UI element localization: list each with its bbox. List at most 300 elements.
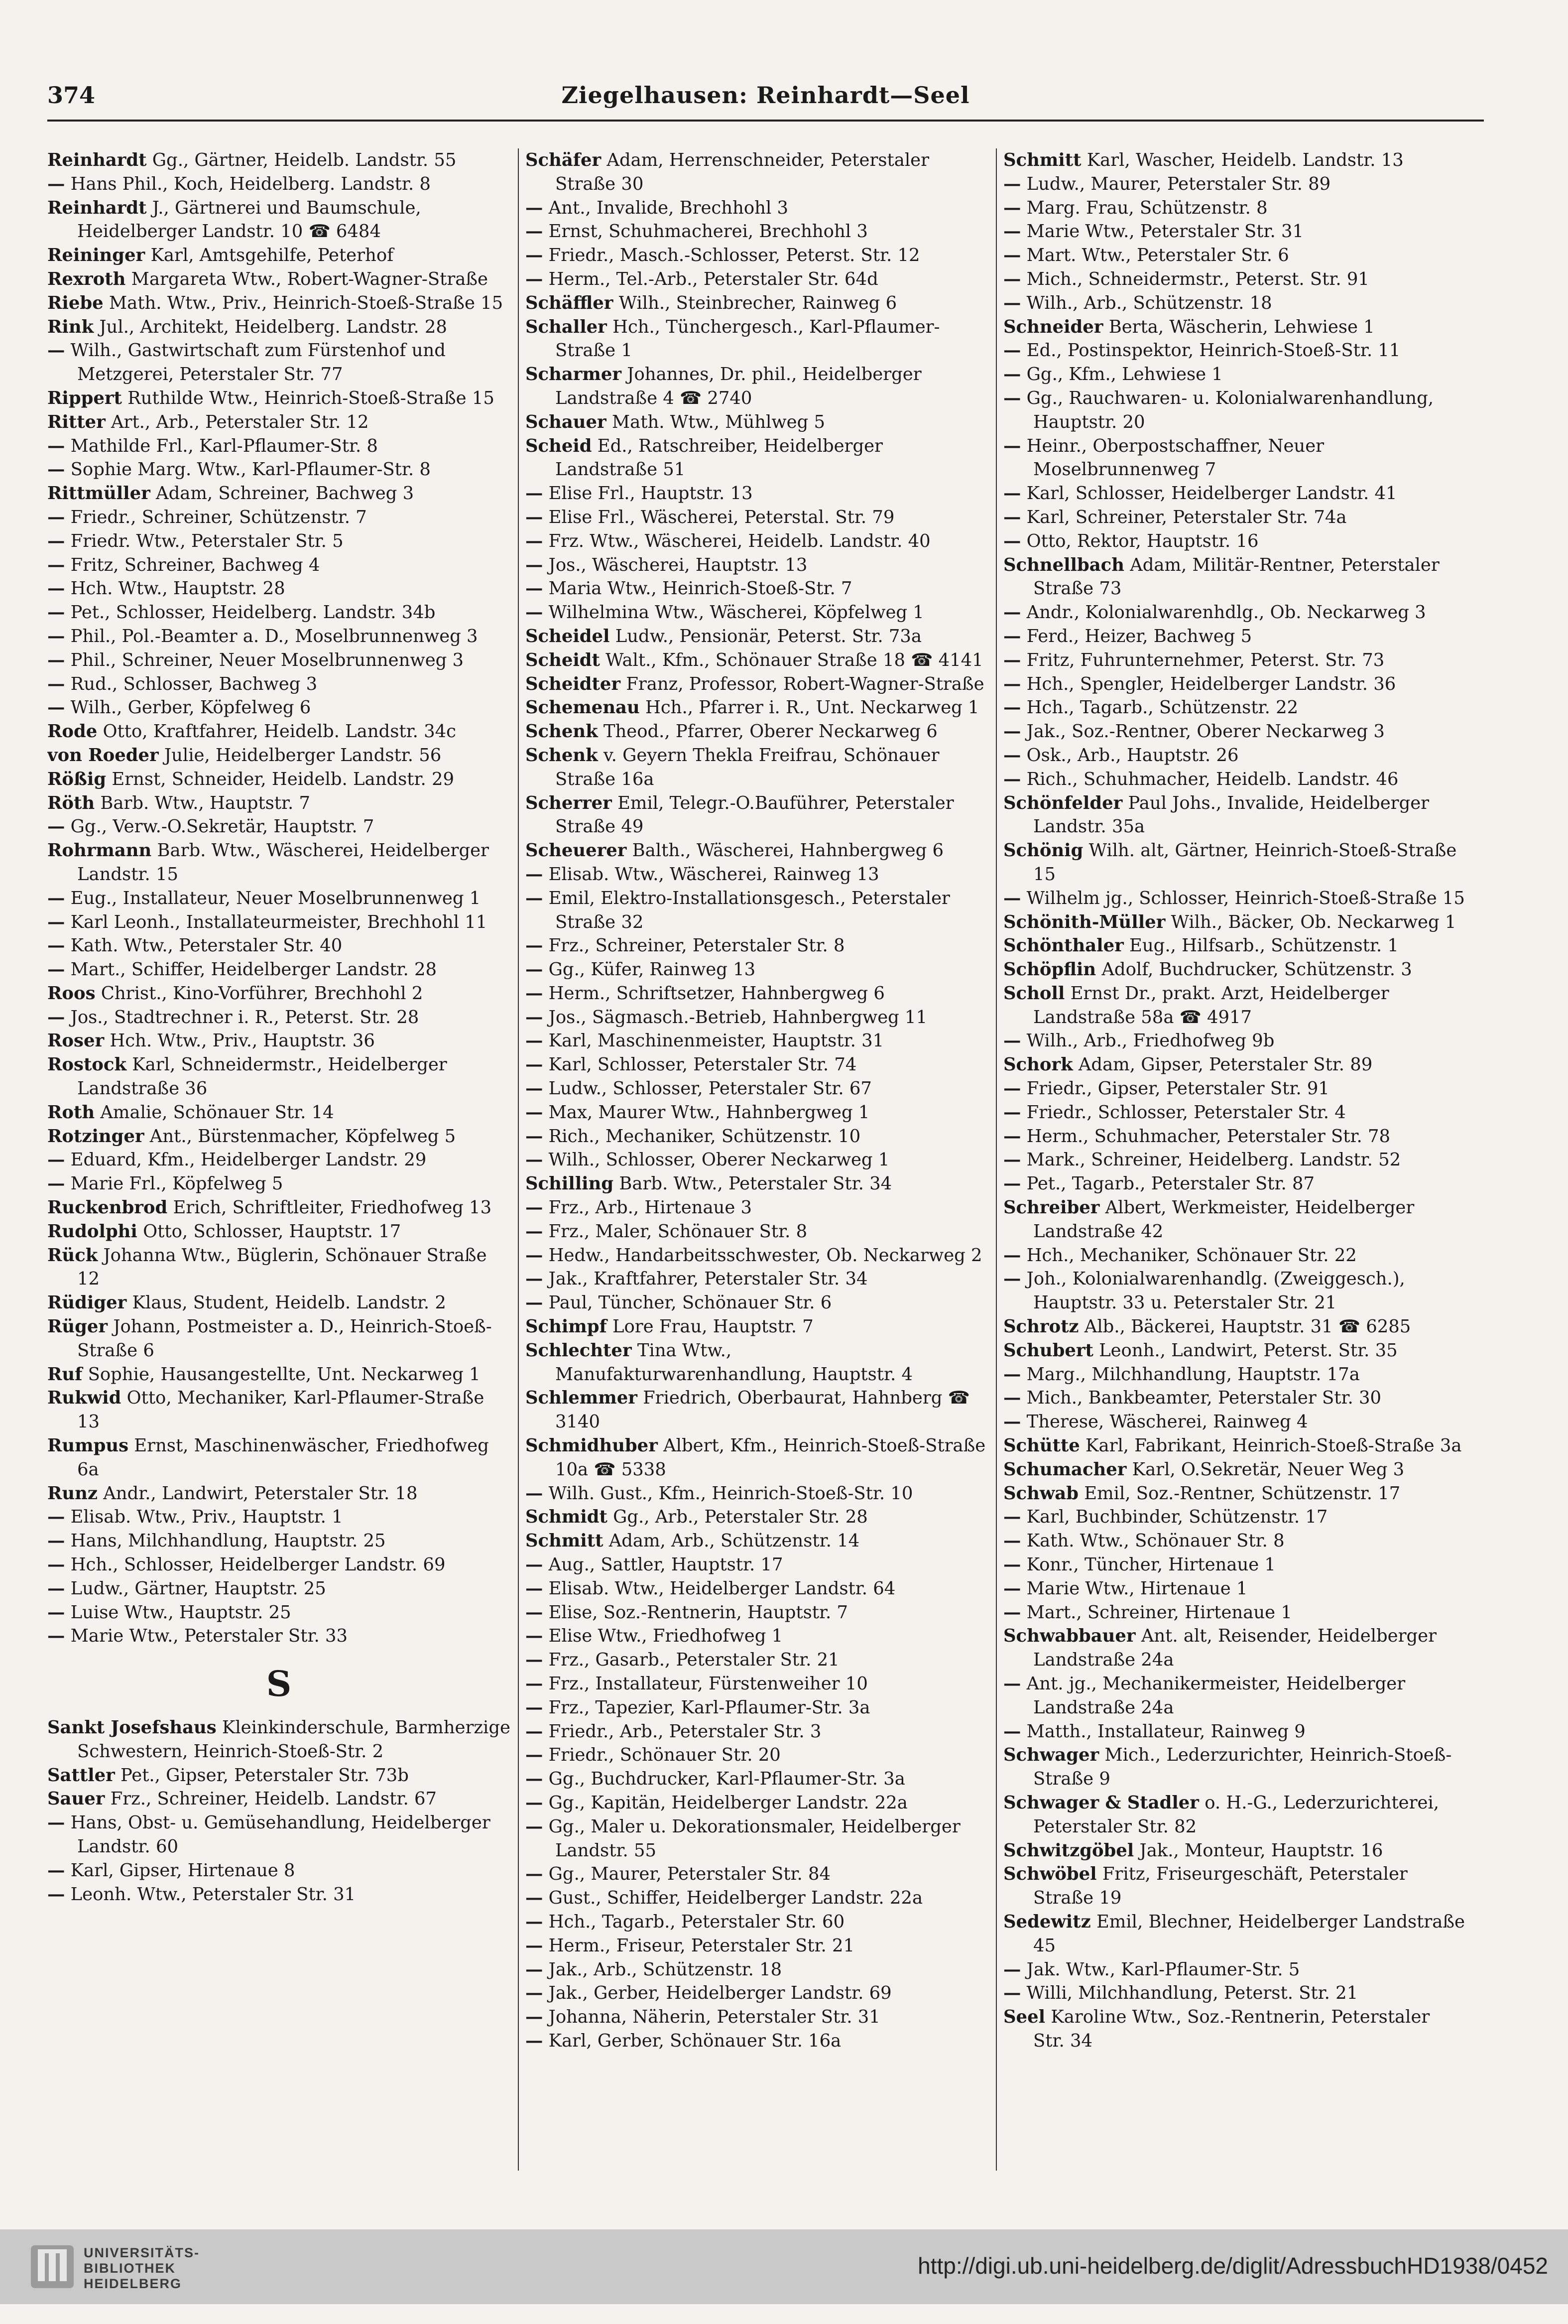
directory-entry <box>47 1859 510 1883</box>
directory-entry <box>1003 720 1466 744</box>
entry-name: — <box>525 1102 543 1123</box>
entry-name: Schnellbach <box>1003 554 1124 575</box>
entry-name: — <box>1003 1150 1021 1170</box>
entry-name: — <box>47 435 65 456</box>
entry-details: Jos., Wäscherei, Hauptstr. 13 <box>548 554 808 575</box>
library-logo-icon <box>30 2244 75 2289</box>
directory-entry <box>1003 696 1466 720</box>
directory-entry <box>525 1601 988 1625</box>
entry-name: — <box>47 1531 65 1551</box>
entry-details: Kath. Wtw., Peterstaler Str. 40 <box>70 935 343 956</box>
entry-details: Willi, Milchhandlung, Peterst. Str. 21 <box>1026 1983 1358 2004</box>
entry-details: Art., Arb., Peterstaler Str. 12 <box>111 411 369 432</box>
entry-name: — <box>525 268 543 289</box>
entry-name: Scholl <box>1003 983 1065 1004</box>
entry-name: — <box>525 578 543 599</box>
directory-entry <box>1003 1482 1466 1506</box>
entry-name: Rößig <box>47 769 107 789</box>
entry-details: Johanna, Näherin, Peterstaler Str. 31 <box>548 2007 880 2028</box>
entry-details: Karl, Schneidermstr., Heidelberger Landstraße 36 <box>77 1054 447 1099</box>
entry-details: Frz., Schreiner, Heidelb. Landstr. 67 <box>110 1789 437 1809</box>
entry-name: Scheidter <box>525 673 621 694</box>
entry-details: Elise, Soz.-Rentnerin, Hauptstr. 7 <box>548 1602 848 1623</box>
directory-entry <box>1003 1339 1466 1363</box>
footer-bar <box>0 2229 1568 2304</box>
directory-entry <box>1003 625 1466 648</box>
directory-entry <box>1003 1315 1466 1339</box>
entry-name: — <box>1003 1173 1021 1194</box>
entry-name: — <box>1003 340 1021 361</box>
directory-entry <box>525 1672 988 1696</box>
directory-entry <box>525 1172 988 1196</box>
entry-details: Mart. Wtw., Peterstaler Str. 6 <box>1026 245 1289 266</box>
directory-entry <box>47 1101 510 1125</box>
entry-name: — <box>47 626 65 646</box>
entry-details: Jul., Architekt, Heidelberg. Landstr. 28 <box>99 316 447 337</box>
entry-details: Paul Johs., Invalide, Heidelberger Landstr. 35a <box>1033 792 1430 837</box>
directory-entry <box>1003 363 1466 387</box>
entry-name: — <box>525 1078 543 1099</box>
entry-details: Otto, Schlosser, Hauptstr. 17 <box>143 1221 401 1242</box>
directory-entry <box>525 1981 988 2005</box>
entry-details: Wilh., Schlosser, Oberer Neckarweg 1 <box>548 1150 890 1170</box>
directory-entry <box>47 1196 510 1220</box>
entry-name: Schilling <box>525 1173 614 1194</box>
entry-details: Hch., Tagarb., Peterstaler Str. 60 <box>548 1911 845 1932</box>
directory-entry <box>525 410 988 434</box>
entry-details: Jak., Gerber, Heidelberger Landstr. 69 <box>548 1983 892 2004</box>
entry-name: Rittmüller <box>47 483 150 504</box>
directory-entry <box>47 1505 510 1529</box>
directory-entry <box>1003 553 1466 601</box>
entry-name: — <box>525 1745 543 1766</box>
entry-details: Tina Wtw., Manufakturwarenhandlung, Hauptstr. 4 <box>555 1340 913 1385</box>
entry-details: Gg., Gärtner, Heidelb. Landstr. 55 <box>152 150 457 170</box>
entry-name: — <box>525 1269 543 1290</box>
directory-entry <box>1003 1743 1466 1791</box>
directory-entry <box>525 1148 988 1172</box>
entry-details: Pet., Schlosser, Heidelberg. Landstr. 34b <box>70 602 436 623</box>
entry-details: Luise Wtw., Hauptstr. 25 <box>70 1602 291 1623</box>
entry-name: Sedewitz <box>1003 1911 1091 1932</box>
entry-details: Friedr., Masch.-Schlosser, Peterst. Str. 12 <box>548 245 920 266</box>
entry-name: von Roeder <box>47 745 159 766</box>
entry-details: Jos., Stadtrechner i. R., Peterst. Str. 28 <box>70 1007 419 1028</box>
directory-entry <box>47 1601 510 1625</box>
directory-entry <box>1003 982 1466 1030</box>
directory-entry <box>525 196 988 220</box>
entry-details: Alb., Bäckerei, Hauptstr. 31 ☎ 6285 <box>1084 1316 1411 1337</box>
entry-details: Johanna Wtw., Büglerin, Schönauer Straße 12 <box>77 1245 487 1290</box>
directory-entry <box>525 1886 988 1910</box>
directory-entry <box>525 1862 988 1886</box>
directory-entry <box>525 672 988 696</box>
directory-entry <box>525 1767 988 1791</box>
entry-name: — <box>525 983 543 1004</box>
directory-entry <box>525 648 988 672</box>
directory-entry <box>525 1958 988 1982</box>
entry-name: Reinhardt <box>47 197 147 218</box>
entry-details: Gg., Arb., Peterstaler Str. 28 <box>613 1507 868 1528</box>
entry-details: Marie Frl., Köpfelweg 5 <box>70 1173 283 1194</box>
entry-details: Andr., Kolonialwarenhdlg., Ob. Neckarweg 3 <box>1026 602 1426 623</box>
entry-details: Hch. Wtw., Hauptstr. 28 <box>70 578 285 599</box>
entry-details: Leonh. Wtw., Peterstaler Str. 31 <box>70 1884 356 1905</box>
entry-details: Jak., Monteur, Hauptstr. 16 <box>1139 1840 1383 1861</box>
entry-name: — <box>1003 507 1021 527</box>
entry-name: — <box>525 1983 543 2004</box>
entry-name: Schrotz <box>1003 1316 1079 1337</box>
entry-details: Marg. Frau, Schützenstr. 8 <box>1026 197 1268 218</box>
entry-name: — <box>47 1626 65 1647</box>
directory-entry <box>47 553 510 577</box>
entry-details: Phil., Schreiner, Neuer Moselbrunnenweg 3 <box>70 649 464 670</box>
entry-name: — <box>525 935 543 956</box>
column-divider <box>996 148 997 2171</box>
entry-details: Mark., Schreiner, Heidelberg. Landstr. 52 <box>1026 1150 1401 1170</box>
directory-entry <box>525 1315 988 1339</box>
entry-name: — <box>525 1650 543 1671</box>
entry-name: — <box>1003 602 1021 623</box>
entry-details: Johannes, Dr. phil., Heidelberger Landstraße 4 ☎ 2740 <box>555 364 922 408</box>
entry-name: — <box>525 602 543 623</box>
entry-details: Hch., Mechaniker, Schönauer Str. 22 <box>1026 1245 1357 1266</box>
entry-name: Sauer <box>47 1789 105 1809</box>
entry-name: — <box>525 1602 543 1623</box>
entry-details: Amalie, Schönauer Str. 14 <box>100 1102 334 1123</box>
entry-details: Mart., Schiffer, Heidelberger Landstr. 28 <box>70 959 437 980</box>
entry-details: Karl, Wascher, Heidelb. Landstr. 13 <box>1086 150 1404 170</box>
entry-details: Andr., Landwirt, Peterstaler Str. 18 <box>103 1483 418 1504</box>
directory-entry <box>1003 934 1466 958</box>
directory-entry <box>1003 1529 1466 1553</box>
directory-entry <box>525 1577 988 1601</box>
directory-entry <box>525 363 988 410</box>
directory-entry <box>1003 315 1466 339</box>
directory-entry <box>525 1220 988 1244</box>
entry-details: Ernst Dr., prakt. Arzt, Heidelberger Landstraße 58a ☎ 4917 <box>1033 983 1389 1028</box>
entry-name: — <box>525 864 543 885</box>
directory-entry <box>1003 958 1466 982</box>
directory-entry <box>525 1244 988 1268</box>
entry-details: Gg., Rauchwaren- u. Kolonialwarenhandlung, Hauptstr. 20 <box>1026 387 1434 432</box>
directory-entry <box>1003 1172 1466 1196</box>
entry-name: — <box>1003 745 1021 766</box>
directory-entry <box>47 601 510 625</box>
entry-details: Johann, Postmeister a. D., Heinrich-Stoeß-Straße 6 <box>77 1316 492 1361</box>
entry-name: Schwab <box>1003 1483 1079 1504</box>
entry-name: Sattler <box>47 1765 115 1786</box>
directory-entry <box>525 148 988 196</box>
entry-name: — <box>525 1031 543 1051</box>
entry-details: Albert, Kfm., Heinrich-Stoeß-Straße 10a ☎ 5338 <box>555 1435 986 1480</box>
directory-entry <box>47 196 510 244</box>
entry-details: Karoline Wtw., Soz.-Rentnerin, Peterstaler Str. 34 <box>1033 2007 1430 2051</box>
entry-name: — <box>1003 673 1021 694</box>
entry-name: — <box>525 1126 543 1147</box>
entry-name: — <box>525 1245 543 1266</box>
entry-name: — <box>525 1578 543 1599</box>
directory-entry <box>47 267 510 291</box>
entry-name: — <box>525 1674 543 1694</box>
entry-details: Elisab. Wtw., Wäscherei, Rainweg 13 <box>548 864 879 885</box>
entry-details: Osk., Arb., Hauptstr. 26 <box>1026 745 1239 766</box>
entry-name: — <box>47 554 65 575</box>
directory-entry <box>47 339 510 387</box>
entry-name: Rüdiger <box>47 1292 127 1313</box>
entry-details: Otto, Rektor, Hauptstr. 16 <box>1026 530 1259 551</box>
entry-details: Kath. Wtw., Schönauer Str. 8 <box>1026 1531 1285 1551</box>
directory-entry <box>1003 1053 1466 1077</box>
entry-details: Karl, Schlosser, Heidelberger Landstr. 41 <box>1026 483 1397 504</box>
entry-name: Schäfer <box>525 150 602 170</box>
entry-name: — <box>525 1626 543 1647</box>
entry-details: Max, Maurer Wtw., Hahnbergweg 1 <box>548 1102 870 1123</box>
entry-details: Gust., Schiffer, Heidelberger Landstr. 22a <box>548 1888 923 1909</box>
entry-name: Schwitzgöbel <box>1003 1840 1134 1861</box>
entry-name: Roth <box>47 1102 95 1123</box>
directory-entry <box>525 1125 988 1149</box>
entry-name: Schmidhuber <box>525 1435 658 1456</box>
entry-details: Mathilde Frl., Karl-Pflaumer-Str. 8 <box>70 435 378 456</box>
entry-name: — <box>1003 1269 1021 1290</box>
entry-name: Rink <box>47 316 94 337</box>
directory-entry <box>525 934 988 958</box>
entry-name: — <box>1003 888 1021 908</box>
directory-entry <box>1003 791 1466 839</box>
directory-entry <box>47 482 510 506</box>
directory-entry <box>47 1553 510 1577</box>
entry-name: — <box>47 935 65 956</box>
entry-details: Karl, Fabrikant, Heinrich-Stoeß-Straße 3a <box>1086 1435 1462 1456</box>
entry-details: Karl, Schreiner, Peterstaler Str. 74a <box>1026 507 1347 527</box>
entry-details: Friedr., Schreiner, Schützenstr. 7 <box>70 507 367 527</box>
directory-entry <box>1003 1672 1466 1720</box>
entry-name: — <box>1003 197 1021 218</box>
entry-details: Albert, Werkmeister, Heidelberger Landstraße 42 <box>1033 1197 1415 1242</box>
entry-details: Barb. Wtw., Hauptstr. 7 <box>100 792 311 813</box>
directory-column-2 <box>525 148 988 2176</box>
entry-name: Scherrer <box>525 792 612 813</box>
entry-name: Sankt Josefshaus <box>47 1717 217 1738</box>
directory-entry <box>525 1934 988 1958</box>
entry-name: Rück <box>47 1245 98 1266</box>
entry-details: Margareta Wtw., Robert-Wagner-Straße <box>131 268 488 289</box>
entry-name: Rukwid <box>47 1388 121 1409</box>
entry-details: Karl, Schlosser, Peterstaler Str. 74 <box>548 1054 857 1075</box>
entry-name: — <box>525 1864 543 1885</box>
entry-name: — <box>47 1150 65 1170</box>
entry-name: Rexroth <box>47 268 126 289</box>
entry-details: Mich., Lederzurichter, Heinrich-Stoeß-Straße 9 <box>1033 1745 1452 1790</box>
page-number: 374 <box>47 82 96 109</box>
source-url-link[interactable]: http://digi.ub.uni-heidelberg.de/diglit/AdressbuchHD1938/0452 <box>918 2253 1548 2279</box>
entry-details: Friedr., Gipser, Peterstaler Str. 91 <box>1026 1078 1329 1099</box>
directory-entry <box>47 982 510 1006</box>
entry-details: Frz. Wtw., Wäscherei, Heidelb. Landstr. 40 <box>548 530 931 551</box>
entry-details: Jak., Arb., Schützenstr. 18 <box>548 1959 782 1980</box>
entry-details: Herm., Tel.-Arb., Peterstaler Str. 64d <box>548 268 878 289</box>
entry-details: Eug., Installateur, Neuer Moselbrunnenweg 1 <box>70 888 481 908</box>
entry-details: Adam, Herrenschneider, Peterstaler Straße 30 <box>555 150 930 194</box>
entry-name: — <box>1003 530 1021 551</box>
entry-name: Scharmer <box>525 364 622 385</box>
directory-entry <box>1003 1244 1466 1268</box>
directory-entry <box>525 1815 988 1863</box>
entry-name: — <box>47 1860 65 1881</box>
entry-details: Ernst, Schuhmacherei, Brechhohl 3 <box>548 221 868 242</box>
entry-name: — <box>1003 649 1021 670</box>
entry-name: Scheidel <box>525 626 610 646</box>
directory-entry <box>47 529 510 553</box>
directory-entry <box>47 1787 510 1811</box>
directory-entry <box>525 553 988 577</box>
entry-name: Ruf <box>47 1364 83 1385</box>
entry-details: Karl Leonh., Installateurmeister, Brechhohl 11 <box>70 911 487 932</box>
running-head: Ziegelhausen: Reinhardt—Seel <box>561 82 970 109</box>
directory-entry <box>47 744 510 768</box>
entry-details: Elise Frl., Wäscherei, Peterstal. Str. 79 <box>548 507 895 527</box>
entry-name: Rudolphi <box>47 1221 137 1242</box>
entry-name: — <box>47 697 65 718</box>
directory-entry <box>1003 601 1466 625</box>
directory-column-1 <box>47 148 510 2176</box>
directory-entry <box>47 1244 510 1291</box>
entry-name: Schmidt <box>525 1507 607 1528</box>
directory-entry <box>1003 1862 1466 1910</box>
directory-entry <box>47 387 510 410</box>
entry-name: — <box>47 673 65 694</box>
entry-details: Mart., Schreiner, Hirtenaue 1 <box>1026 1602 1292 1623</box>
directory-entry <box>1003 291 1466 315</box>
entry-name: Riebe <box>47 292 104 313</box>
entry-name: Scheid <box>525 435 592 456</box>
entry-details: Wilh., Steinbrecher, Rainweg 6 <box>618 292 897 313</box>
entry-name: Schork <box>1003 1054 1073 1075</box>
entry-details: Herm., Friseur, Peterstaler Str. 21 <box>548 1935 855 1956</box>
entry-name: Schaller <box>525 316 607 337</box>
entry-name: — <box>1003 292 1021 313</box>
page-header <box>47 75 1484 122</box>
directory-entry <box>47 410 510 434</box>
directory-entry <box>525 1696 988 1720</box>
directory-entry <box>47 1220 510 1244</box>
entry-details: Pet., Gipser, Peterstaler Str. 73b <box>121 1765 409 1786</box>
entry-details: Gg., Kfm., Lehwiese 1 <box>1026 364 1223 385</box>
entry-details: Math. Wtw., Priv., Heinrich-Stoeß-Straße 15 <box>109 292 503 313</box>
directory-entry <box>47 458 510 482</box>
entry-details: Julie, Heidelberger Landstr. 56 <box>164 745 442 766</box>
entry-details: Balth., Wäscherei, Hahnbergweg 6 <box>632 840 944 861</box>
directory-entry <box>525 244 988 267</box>
entry-name: Schönthaler <box>1003 935 1124 956</box>
entry-name: — <box>1003 435 1021 456</box>
directory-entry <box>1003 839 1466 887</box>
entry-name: Schwöbel <box>1003 1864 1097 1885</box>
entry-name: — <box>525 507 543 527</box>
entry-details: Gg., Kapitän, Heidelberger Landstr. 22a <box>548 1792 908 1813</box>
directory-entry <box>525 791 988 839</box>
entry-details: Christ., Kino-Vorführer, Brechhohl 2 <box>101 983 423 1004</box>
directory-entry <box>1003 482 1466 506</box>
entry-name: — <box>525 1721 543 1742</box>
entry-name: — <box>1003 1578 1021 1599</box>
entry-name: — <box>525 1816 543 1837</box>
entry-name: — <box>1003 364 1021 385</box>
entry-name: — <box>525 1292 543 1313</box>
entry-name: — <box>1003 221 1021 242</box>
entry-details: Hch., Tünchergesch., Karl-Pflaumer-Straße 1 <box>555 316 940 361</box>
directory-entry <box>1003 1958 1466 1982</box>
entry-details: Gg., Buchdrucker, Karl-Pflaumer-Str. 3a <box>548 1769 905 1790</box>
directory-entry <box>1003 1196 1466 1244</box>
entry-name: Reininger <box>47 245 145 266</box>
entry-details: Gg., Maler u. Dekorationsmaler, Heidelberger Landstr. 55 <box>548 1816 961 1861</box>
entry-details: Therese, Wäscherei, Rainweg 4 <box>1026 1412 1308 1432</box>
entry-details: Math. Wtw., Mühlweg 5 <box>611 411 826 432</box>
directory-entry <box>47 434 510 458</box>
directory-entry <box>47 1029 510 1053</box>
entry-name: — <box>525 2007 543 2028</box>
entry-name: — <box>525 530 543 551</box>
directory-entry <box>1003 768 1466 791</box>
directory-entry <box>47 768 510 791</box>
entry-name: Schumacher <box>1003 1459 1127 1480</box>
entry-name: Schäffler <box>525 292 613 313</box>
directory-entry <box>1003 434 1466 482</box>
entry-name: — <box>47 959 65 980</box>
entry-name: — <box>47 530 65 551</box>
entry-details: Matth., Installateur, Rainweg 9 <box>1026 1721 1306 1742</box>
directory-entry <box>1003 1839 1466 1863</box>
entry-name: — <box>525 1054 543 1075</box>
entry-name: — <box>1003 1412 1021 1432</box>
entry-name: — <box>1003 721 1021 742</box>
entry-details: Adam, Militär-Rentner, Peterstaler Straße 73 <box>1033 554 1440 599</box>
entry-name: Schöpflin <box>1003 959 1096 980</box>
entry-name: — <box>1003 268 1021 289</box>
library-name <box>84 2245 200 2292</box>
directory-entry <box>47 1125 510 1149</box>
directory-entry <box>525 839 988 863</box>
directory-entry <box>1003 1553 1466 1577</box>
directory-entry <box>525 1624 988 1648</box>
directory-entry <box>1003 1363 1466 1387</box>
entry-name: Schenk <box>525 745 598 766</box>
directory-entry <box>525 2005 988 2029</box>
entry-details: Erich, Schriftleiter, Friedhofweg 13 <box>173 1197 492 1218</box>
entry-details: Barb. Wtw., Peterstaler Str. 34 <box>619 1173 892 1194</box>
entry-name: — <box>47 1554 65 1575</box>
directory-entry <box>525 529 988 553</box>
directory-entry <box>47 1434 510 1482</box>
entry-name: — <box>47 1507 65 1528</box>
entry-details: Adam, Arb., Schützenstr. 14 <box>608 1531 860 1551</box>
entry-details: Herm., Schuhmacher, Peterstaler Str. 78 <box>1026 1126 1391 1147</box>
entry-details: Ferd., Heizer, Bachweg 5 <box>1026 626 1252 646</box>
directory-entry <box>1003 1077 1466 1101</box>
directory-entry <box>47 577 510 601</box>
entry-name: Schmitt <box>525 1531 603 1551</box>
entry-name: Schmitt <box>1003 150 1082 170</box>
entry-details: Pet., Tagarb., Peterstaler Str. 87 <box>1026 1173 1315 1194</box>
entry-details: Friedrich, Oberbaurat, Hahnberg ☎ 3140 <box>555 1388 970 1432</box>
directory-entry <box>525 1720 988 1744</box>
directory-entry <box>47 791 510 815</box>
directory-entry <box>525 291 988 315</box>
directory-entry <box>47 648 510 672</box>
directory-entry <box>47 1883 510 1907</box>
